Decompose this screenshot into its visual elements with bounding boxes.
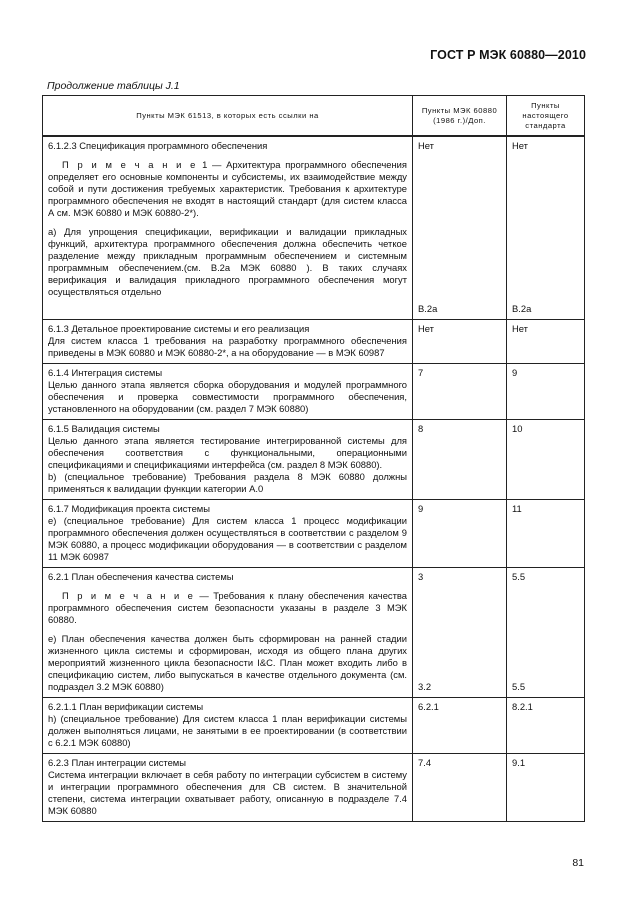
iec60880-value: Нет [418,140,434,151]
clause-title: 6.1.4 Интеграция системы [48,366,163,378]
clause-text: е) План обеспечения качества должен быть сформирован на ранней стадии жизненного цикла системы и сформирован, исходя из общего плана других мероприятий жизненного цикла безопасности I&C. План может входить либо в спецификацию систем, либо выпускаться в качестве отдельного документа (см. подраздел 3.2 МЭК 60880) [48,632,407,692]
iec60880-cell [413,567,507,697]
clause-text: Целью данного этапа является сборка оборудования и модулей программного обеспечения и проверка совместимости программного обеспечения, установленного на оборудовании (см. раздел 7 МЭК 60880) [48,378,407,414]
iec60880-cell: 9 [413,499,507,567]
table-header-row [43,96,585,137]
standard-value: Нет [512,140,528,151]
column-header-this-standard: Пункты настоящего стандарта [507,96,585,137]
standard-cell: 10 [507,419,585,499]
standard-cell: 11 [507,499,585,567]
clause-cell [43,753,413,821]
clause-text: Для систем класса 1 требования на разработку программного обеспечения приведены в МЭК 60880 и МЭК 60880-2*, а на оборудование — в МЭК 60987 [48,334,407,358]
clause-title: 6.1.3 Детальное проектирование системы и его реализация [48,322,310,334]
table-row [43,499,585,567]
note-paragraph [48,159,407,219]
column-header-iec61513: Пункты МЭК 61513, в которых есть ссылки на [43,96,413,137]
clause-title: 6.1.2.3 Спецификация программного обеспечения [48,140,268,151]
iec60880-value-bottom: 3.2 [418,680,432,692]
clause-text: Система интеграции включает в себя работу по интеграции субсистем в систему и интеграции программного обеспечения для СВ систем. В значительной степени, система интеграции охватывает работу, описанную в подразделе 7.4 МЭК 60880 [48,768,407,816]
standard-cell [507,567,585,697]
table-row [43,136,585,319]
clause-title: 6.2.3 План интеграции системы [48,756,186,768]
table-row [43,363,585,419]
clause-title: 6.2.1.1 План верификации системы [48,700,204,712]
clause-title: 6.1.7 Модификация проекта системы [48,502,210,514]
column-header-iec60880: Пункты МЭК 60880 (1986 г.)/Доп. [413,96,507,137]
note-text: 1 — Архитектура программного обеспечения определяет его основные компоненты и субсистемы, их взаимодействие между собой и пути достижения требуемых характеристик. Требования к архитектуре программного обеспечения не входят в настоящий стандарт (для систем класса А см. МЭК 60880 и МЭК 60880-2*). [48,159,407,218]
iec60880-cell: 7 [413,363,507,419]
standard-value: 5.5 [512,570,526,582]
clause-text: а) Для упрощения спецификации, верификации и валидации прикладных функций, архитектура программного обеспечения должна обеспечить четкое разделение между прикладным программным обеспечением и системным программным обеспечением.(см. В.2а МЭК 60880 ). В таких случаях верификация и валидация прикладного программного обеспечения могут осуществляться отдельно [48,226,407,297]
clause-text: Целью данного этапа является тестирование интегрированной системы для обеспечения соответствия с функциональными, операционными спецификациями и спецификациями интерфейса (см. раздел 8 МЭК 60880). [48,434,407,470]
clause-cell [43,363,413,419]
clause-text-b: b) (специальное требование) Требования раздела 8 МЭК 60880 должны применяться к валидации функции категории А.0 [48,470,407,494]
page-number: 81 [572,857,584,869]
iec60880-cell [413,136,507,319]
note-paragraph [48,590,407,626]
table-row [43,419,585,499]
standard-value-bottom: 5.5 [512,680,526,692]
clause-cell [43,136,413,319]
iec60880-cell: 6.2.1 [413,697,507,753]
clause-title: 6.1.5 Валидация системы [48,422,160,434]
clause-cell [43,319,413,363]
standard-cell: 8.2.1 [507,697,585,753]
clause-title: 6.2.1 План обеспечения качества системы [48,570,234,582]
table-continuation-caption: Продолжение таблицы J.1 [47,80,180,92]
standard-cell: 9.1 [507,753,585,821]
table-row [43,319,585,363]
standard-header: ГОСТ Р МЭК 60880—2010 [430,48,586,62]
clause-cell [43,499,413,567]
standard-value-bottom: В.2а [512,302,532,314]
iec60880-value: 3 [418,570,424,582]
table-row [43,567,585,697]
table-row [43,697,585,753]
standard-cell [507,136,585,319]
clause-cell [43,419,413,499]
note-label: П р и м е ч а н и е [62,159,198,170]
clause-text: h) (специальное требование) Для систем класса 1 план верификации системы должен выполняться лицами, не занятыми в ее проектировании (в соответствии с 6.2.1 МЭК 60880) [48,712,407,748]
iec60880-cell: 7.4 [413,753,507,821]
iec60880-cell: Нет [413,319,507,363]
clause-cell [43,697,413,753]
iec60880-cell: 8 [413,419,507,499]
standard-cell: Нет [507,319,585,363]
clause-text: e) (специальное требование) Для систем класса 1 процесс модификации программного обеспечения должен осуществляться в соответствии с разделом 9 МЭК 60880, а процесс модификации оборудования — в соответствии с разделом 11 МЭК 60987 [48,514,407,562]
standard-cell: 9 [507,363,585,419]
clause-cell [43,567,413,697]
note-label: П р и м е ч а н и е [62,589,195,601]
references-table [42,95,585,822]
note-text: — Требования к плану обеспечения качества программного обеспечения систем безопасности указаны в разделе 3 МЭК 60880. [48,589,407,625]
iec60880-value-bottom: В.2а [418,302,438,314]
table-row [43,753,585,821]
